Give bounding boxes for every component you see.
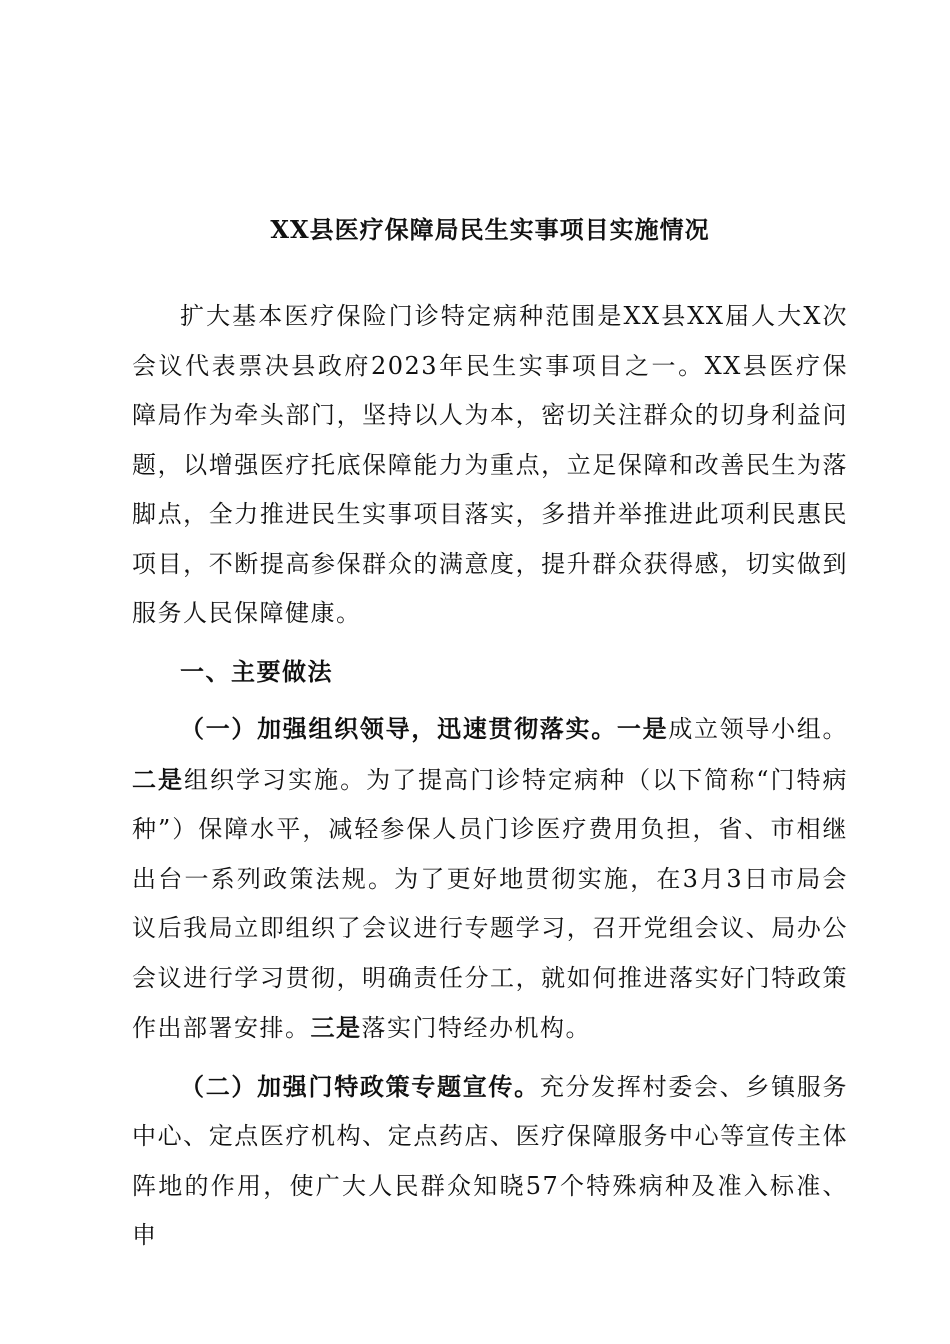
spacer (132, 639, 848, 647)
document-page (132, 210, 848, 1261)
document-title: XX县医疗保障局民生实事项目实施情况 (270, 215, 710, 244)
section-heading-main-practices: 一、主要做法 (180, 656, 333, 686)
subsection-1-paragraph (132, 704, 848, 1054)
point-2-text: 组织学习实施。为了提高门诊特定病种（以下简称“门特病种”）保障水平，减轻参保人员门诊医疗费用负担，省、市相继出台一系列政策法规。为了更好地贯彻实施，在3月3日市局会议后我局立即组织了会议进行专题学习，召开党组会议、局办公会议进行学习贯彻，明确责任分工，就如何推进落实好门特政策作出部署安排。 (132, 765, 849, 1042)
point-2-lead: 二是 (132, 764, 185, 794)
point-1-lead: 一是 (616, 714, 669, 743)
subsection-2-text: 充分发挥村委会、乡镇服务中心、定点医疗机构、定点药店、医疗保障服务中心等宣传主体阵地的作用，使广大人民群众知晓57个特殊病种及准入标准、申 (132, 1072, 849, 1249)
spacer (132, 1054, 848, 1062)
subsection-2-heading: （二）加强门特政策专题宣传。 (180, 1071, 540, 1101)
point-3-text: 落实门特经办机构。 (361, 1014, 591, 1042)
subsection-1-heading: （一）加强组织领导，迅速贯彻落实。 (180, 714, 617, 743)
subsection-2-paragraph (132, 1062, 848, 1261)
point-1-text: 成立领导小组。 (668, 715, 849, 743)
spacer (132, 696, 848, 704)
point-3-lead: 三是 (310, 1013, 362, 1042)
intro-paragraph: 扩大基本医疗保险门诊特定病种范围是XX县XX届人大X次会议代表票决县政府2023年民生实事项目之一。XX县医疗保障局作为牵头部门，坚持以人为本，密切关注群众的切身利益问题，以增强医疗托底保障能力为重点，立足保障和改善民生为落脚点，全力推进民生实事项目落实，多措并举推进此项利民惠民项目，不断提高参保群众的满意度，提升群众获得感，切实做到服务人民保障健康。 (132, 302, 848, 627)
